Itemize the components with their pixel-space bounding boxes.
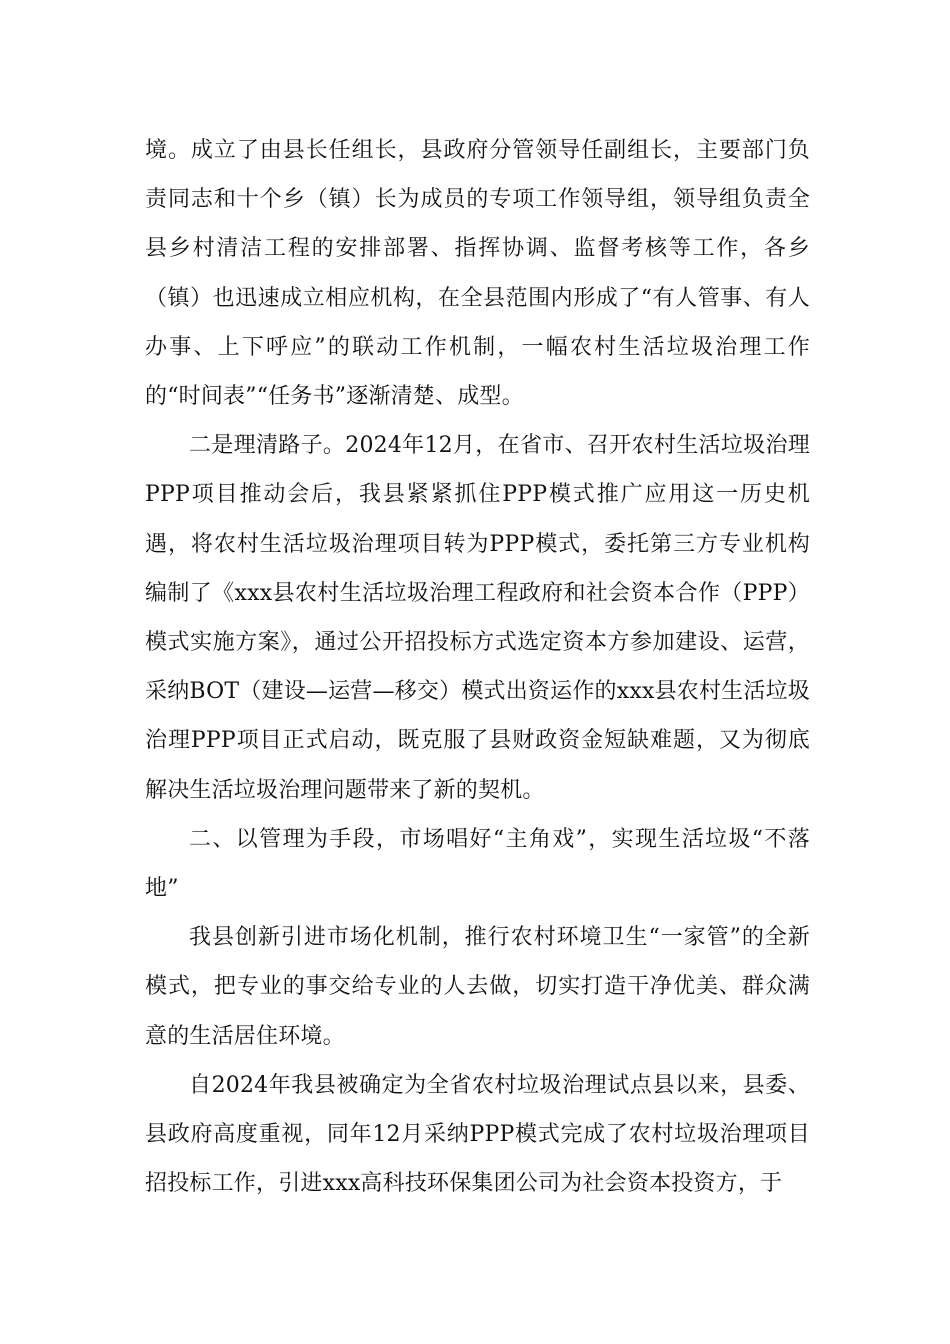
paragraph-leadership-group: 境。成立了由县长任组长，县政府分管领导任副组长，主要部门负责同志和十个乡（镇）长为成员的专项工作领导组，领导组负责全县乡村清洁工程的安排部署、指挥协调、监督考核等工作，各乡（镇）也迅速成立相应机构，在全县范围内形成了“有人管事、有人办事、上下呼应”的联动工作机制，一幅农村生活垃圾治理工作的“时间表”“任务书”逐渐清楚、成型。 bbox=[145, 138, 810, 410]
paragraph-clarify-approach: 二是理清路子。2024年12月，在省市、召开农村生活垃圾治理PPP项目推动会后，我县紧紧抓住PPP模式推广应用这一历史机遇，将农村生活垃圾治理项目转为PPP模式，委托第三方专业机构编制了《xxx县农村生活垃圾治理工程政府和社会资本合作（PPP）模式实施方案》，通过公开招投标方式选定资本方参加建设、运营，采纳BOT（建设—运营—移交）模式出资运作的xxx县农村生活垃圾治理PPP项目正式启动，既克服了县财政资金短缺难题，又为彻底解决生活垃圾治理问题带来了新的契机。 bbox=[145, 433, 810, 803]
section-heading-management: 二、以管理为手段，市场唱好“主角戏”，实现生活垃圾“不落地” bbox=[145, 826, 810, 902]
paragraph-market-mechanism: 我县创新引进市场化机制，推行农村环境卫生“一家管”的全新模式，把专业的事交给专业的人去做，切实打造干净优美、群众满意的生活居住环境。 bbox=[145, 925, 810, 1049]
paragraph-pilot-county: 自2024年我县被确定为全省农村垃圾治理试点县以来，县委、县政府高度重视，同年12月采纳PPP模式完成了农村垃圾治理项目招投标工作，引进xxx高科技环保集团公司为社会资本投资方，于 bbox=[145, 1072, 810, 1197]
document-body bbox=[145, 126, 810, 1208]
